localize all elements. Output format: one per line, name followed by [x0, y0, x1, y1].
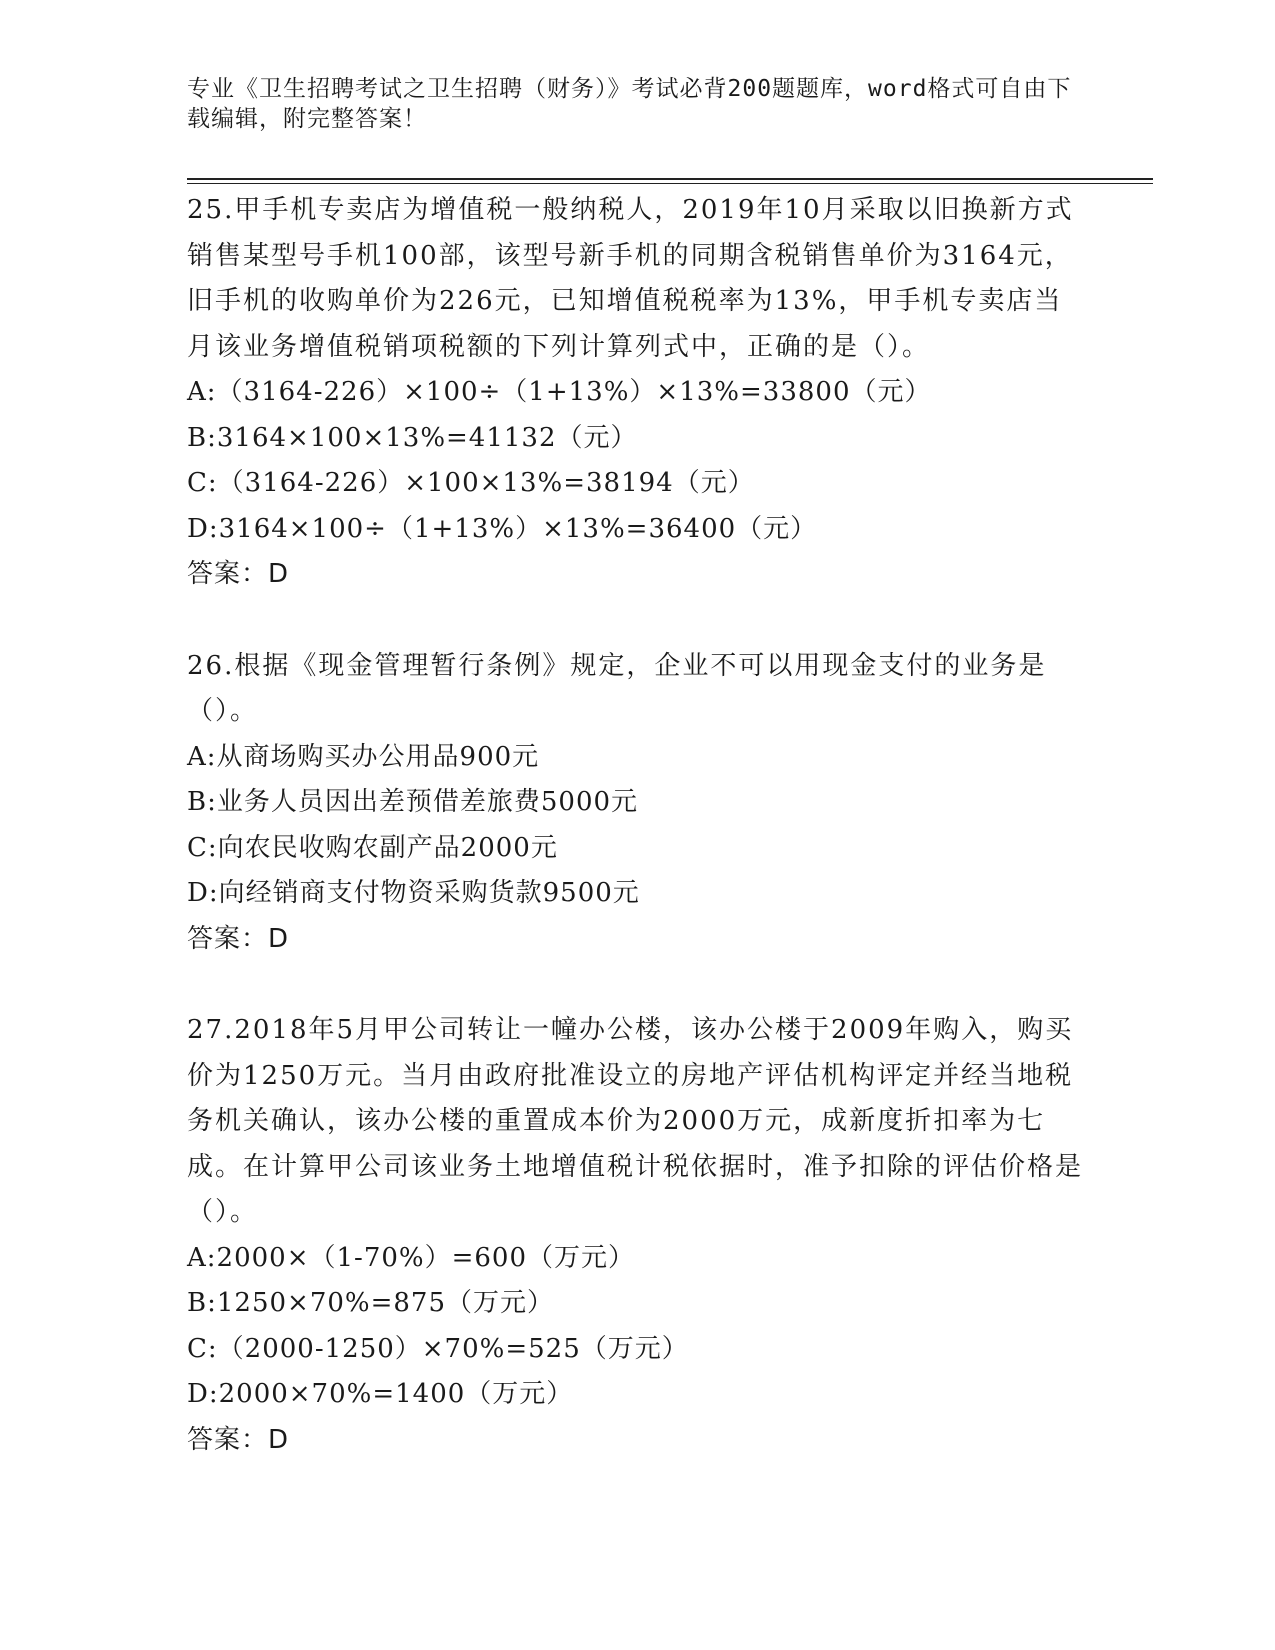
option-a: A:2000×（1-70%）=600（万元） [187, 1242, 636, 1273]
option-d: D:2000×70%=1400（万元） [187, 1379, 574, 1409]
question-25 [187, 188, 1087, 598]
option-c: C:（3164-226）×100×13%=38194（元） [187, 468, 755, 498]
option-c: C:向农民收购农副产品2000元 [187, 832, 558, 863]
answer-line: 答案：D [187, 559, 290, 589]
option-b: B:1250×70%=875（万元） [187, 1288, 555, 1318]
option-c: C:（2000-1250）×70%=525（万元） [187, 1333, 689, 1364]
option-d: D:3164×100÷（1+13%）×13%=36400（元） [187, 513, 818, 544]
question-text: 25.甲手机专卖店为增值税一般纳税人，2019年10月采取以旧换新方式销售某型号手机100部，该型号新手机的同期含税销售单价为3164元，旧手机的收购单价为226元，已知增值税税率为13%，甲手机专卖店当月该业务增值税销项税额的下列计算列式中，正确的是（）。 [187, 195, 1074, 362]
question-27 [187, 1008, 1087, 1463]
question-26 [187, 644, 1087, 963]
option-a: A:从商场购买办公用品900元 [187, 741, 540, 772]
answer-line: 答案：D [187, 923, 290, 954]
document-header: 专业《卫生招聘考试之卫生招聘（财务）》考试必背200题题库，word格式可自由下载编辑，附完整答案！ [187, 76, 1072, 132]
question-gap [187, 598, 1087, 644]
option-b: B:业务人员因出差预借差旅费5000元 [187, 787, 639, 817]
question-text: 26.根据《现金管理暂行条例》规定，企业不可以用现金支付的业务是（）。 [187, 650, 1047, 726]
question-list [187, 188, 1087, 1463]
question-text: 27.2018年5月甲公司转让一幢办公楼，该办公楼于2009年购入，购买价为1250万元。当月由政府批准设立的房地产评估机构评定并经当地税务机关确认，该办公楼的重置成本价为2000万元，成新度折扣率为七成。在计算甲公司该业务土地增值税计税依据时，准予扣除的评估价格是（）。 [187, 1015, 1084, 1227]
header-rule-thin [187, 183, 1153, 184]
option-d: D:向经销商支付物资采购货款9500元 [187, 878, 640, 908]
option-b: B:3164×100×13%=41132（元） [187, 422, 638, 453]
option-a: A:（3164-226）×100÷（1+13%）×13%=33800（元） [187, 377, 932, 407]
question-gap [187, 962, 1087, 1008]
answer-line: 答案：D [187, 1424, 290, 1455]
header-rule-thick [187, 178, 1153, 180]
